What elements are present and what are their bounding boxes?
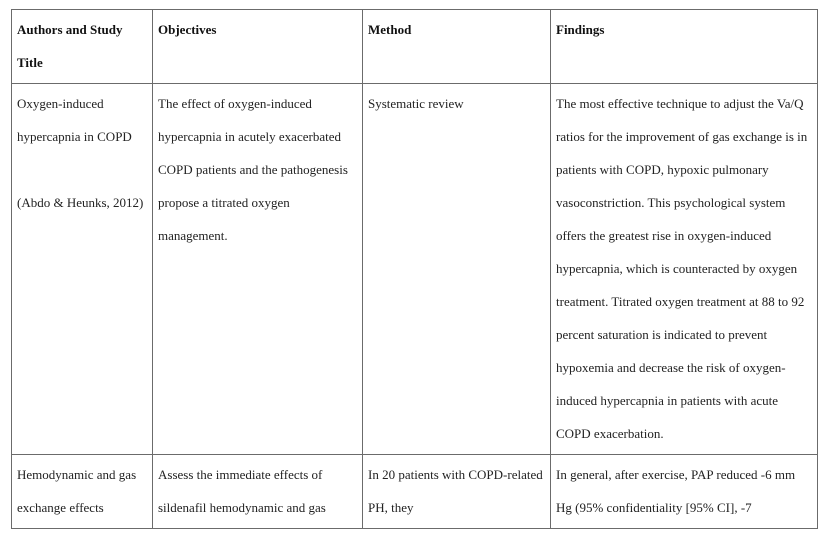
study-title: Hemodynamic and gas exchange effects (17, 467, 137, 515)
cell-objectives: The effect of oxygen-induced hypercapnia in acutely exacerbated COPD patients and the pathogenesis propose a titrated oxygen management. (153, 84, 363, 455)
table-header-row (12, 10, 818, 84)
study-title: Oxygen-induced hypercapnia in COPD (17, 96, 132, 144)
cell-findings: In general, after exercise, PAP reduced -6 mm Hg (95% confidentiality [95% CI], -7 (551, 455, 818, 529)
blank-line (17, 153, 147, 186)
table-row (12, 455, 818, 529)
literature-review-table (11, 9, 818, 529)
cell-method: Systematic review (363, 84, 551, 455)
study-citation: (Abdo & Heunks, 2012) (17, 195, 144, 210)
header-objectives: Objectives (153, 10, 363, 84)
cell-authors (12, 84, 153, 455)
cell-findings: The most effective technique to adjust the Va/Q ratios for the improvement of gas exchange is in patients with COPD, hypoxic pulmonary vasoconstriction. This psychological system offers the greatest rise in oxygen-induced hypercapnia, which is counteracted by oxygen treatment. Titrated oxygen treatment at 88 to 92 percent saturation is indicated to prevent hypoxemia and decrease the risk of oxygen-induced hypercapnia in patients with acute COPD exacerbation. (551, 84, 818, 455)
cell-method: In 20 patients with COPD-related PH, they (363, 455, 551, 529)
cell-authors (12, 455, 153, 529)
header-method: Method (363, 10, 551, 84)
cell-objectives: Assess the immediate effects of sildenafil hemodynamic and gas (153, 455, 363, 529)
table-row (12, 84, 818, 455)
header-findings: Findings (551, 10, 818, 84)
header-authors: Authors and Study Title (12, 10, 153, 84)
